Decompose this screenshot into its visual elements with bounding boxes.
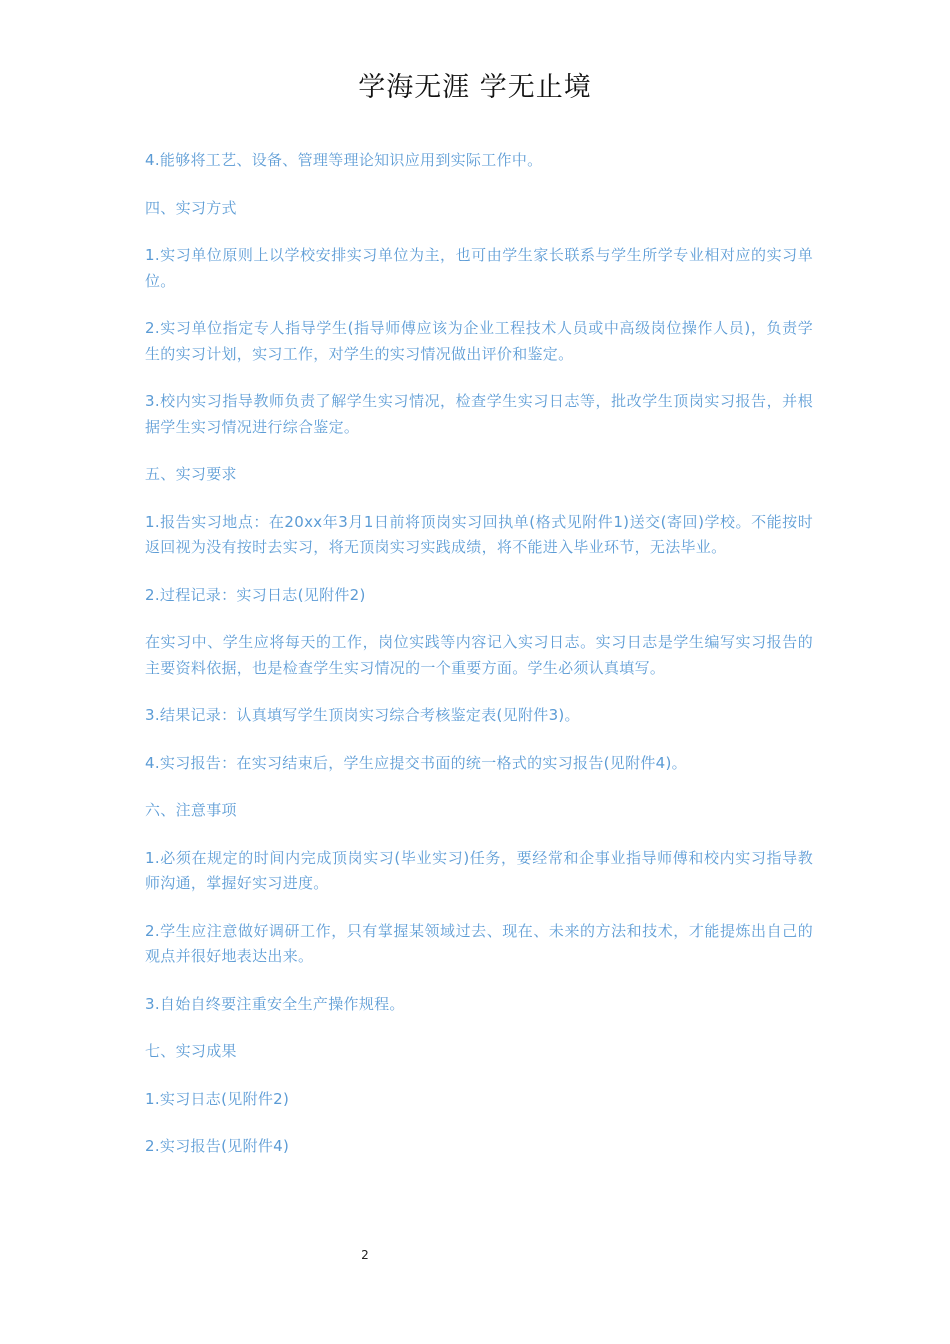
document-body xyxy=(145,148,813,1182)
page-number: 2 xyxy=(361,1248,369,1262)
section-heading-notes: 六、注意事项 xyxy=(145,801,237,819)
paragraph-result-2: 2.实习报告(见附件4) xyxy=(145,1137,290,1155)
paragraph-method-1: 1.实习单位原则上以学校安排实习单位为主，也可由学生家长联系与学生所学专业相对应的实习单位。 xyxy=(145,246,813,290)
paragraph-note-1: 1.必须在规定的时间内完成顶岗实习(毕业实习)任务，要经常和企事业指导师傅和校内实习指导教师沟通，掌握好实习进度。 xyxy=(145,848,813,892)
section-heading-results: 七、实习成果 xyxy=(145,1042,237,1060)
paragraph-result-1: 1.实习日志(见附件2) xyxy=(145,1089,290,1108)
paragraph-requirement-2-detail: 在实习中、学生应将每天的工作，岗位实践等内容记入实习日志。实习日志是学生编写实习报告的主要资料依据，也是检查学生实习情况的一个重要方面。学生必须认真填写。 xyxy=(145,633,813,677)
paragraph-note-2: 2.学生应注意做好调研工作，只有掌握某领域过去、现在、未来的方法和技术，才能提炼出自己的观点并很好地表达出来。 xyxy=(145,921,813,965)
paragraph-item-4: 4.能够将工艺、设备、管理等理论知识应用到实际工作中。 xyxy=(145,151,543,169)
paragraph-note-3: 3.自始自终要注重安全生产操作规程。 xyxy=(145,994,405,1013)
paragraph-requirement-2: 2.过程记录：实习日志(见附件2) xyxy=(145,585,366,604)
section-heading-requirements: 五、实习要求 xyxy=(145,465,237,483)
paragraph-method-2: 2.实习单位指定专人指导学生(指导师傅应该为企业工程技术人员或中高级岗位操作人员)，负责学生的实习计划，实习工作，对学生的实习情况做出评价和鉴定。 xyxy=(145,319,813,363)
paragraph-requirement-1: 1.报告实习地点：在20xx年3月1日前将顶岗实习回执单(格式见附件1)送交(寄回)学校。不能按时返回视为没有按时去实习，将无顶岗实习实践成绩，将不能进入毕业环节，无法毕业。 xyxy=(145,512,813,556)
page-header-title: 学海无涯 学无止境 xyxy=(358,72,592,103)
paragraph-requirement-4: 4.实习报告：在实习结束后，学生应提交书面的统一格式的实习报告(见附件4)。 xyxy=(145,753,687,772)
paragraph-requirement-3: 3.结果记录：认真填写学生顶岗实习综合考核鉴定表(见附件3)。 xyxy=(145,706,580,724)
paragraph-method-3: 3.校内实习指导教师负责了解学生实习情况，检查学生实习日志等，批改学生顶岗实习报告，并根据学生实习情况进行综合鉴定。 xyxy=(145,392,813,436)
section-heading-method: 四、实习方式 xyxy=(145,198,237,217)
